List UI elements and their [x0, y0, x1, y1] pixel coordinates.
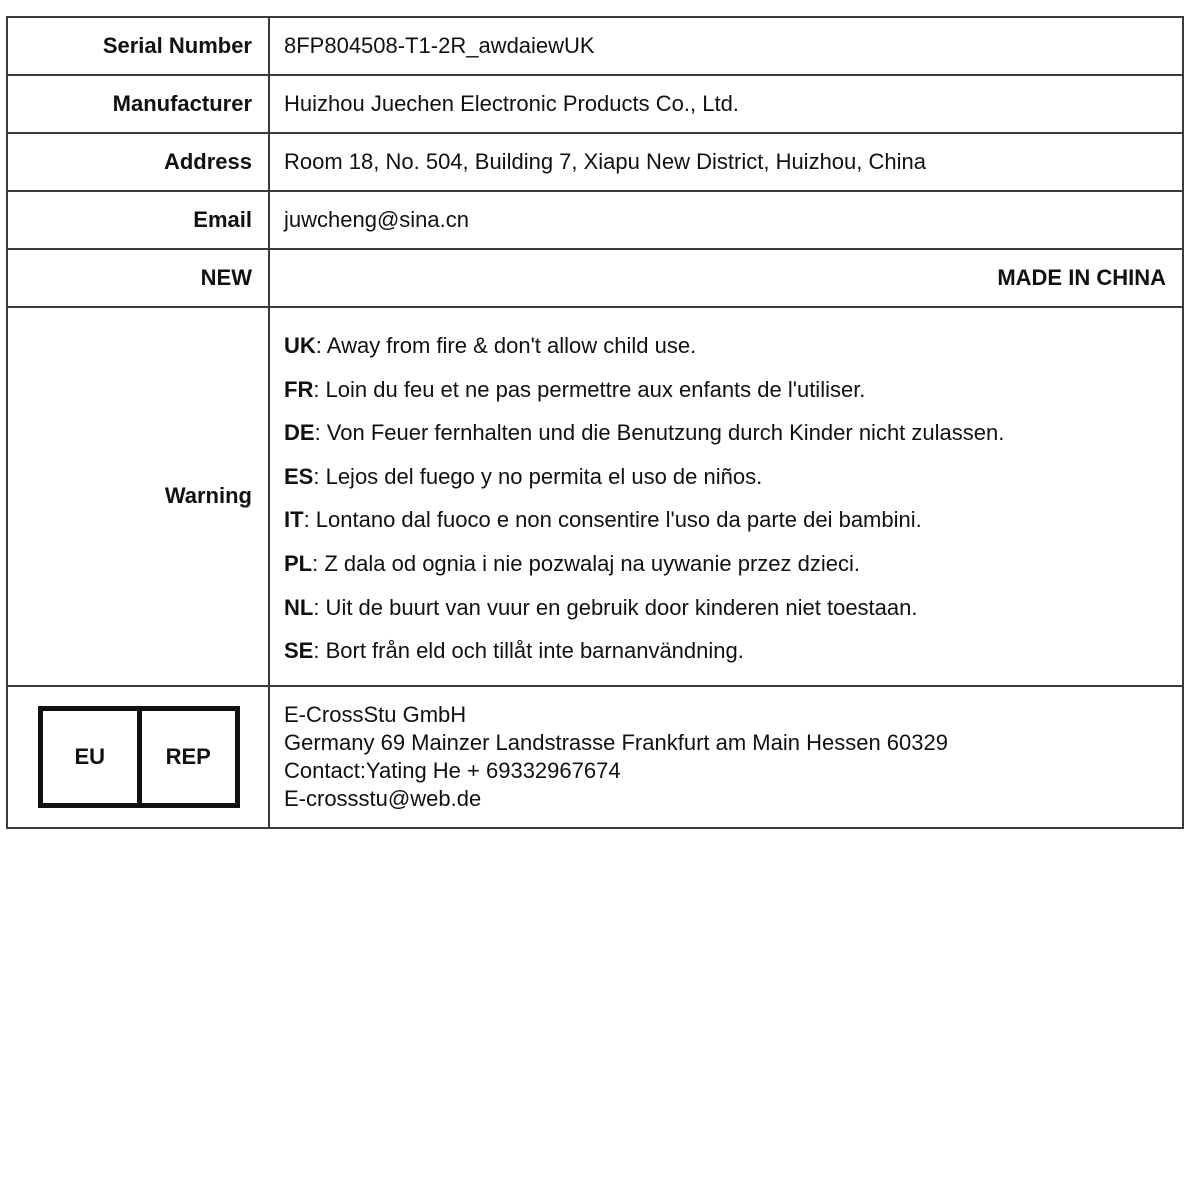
email-value: juwcheng@sina.cn — [269, 191, 1183, 249]
eu-rep-badge-cell — [7, 686, 269, 828]
eu-rep-contact: Contact:Yating He + 69332967674 — [284, 757, 621, 783]
warning-code: DE — [284, 420, 315, 446]
serial-number-row — [7, 17, 1183, 75]
warning-line-fr — [284, 368, 1182, 412]
eu-rep-row — [7, 686, 1183, 828]
warning-text: : Von Feuer fernhalten und die Benutzung durch Kinder nicht zulassen. — [314, 420, 1005, 446]
warning-text: : Away from fire & don't allow child use. — [315, 333, 697, 358]
warning-text: : Uit de buurt van vuur en gebruik door kinderen niet toestaan. — [313, 594, 918, 620]
address-value: Room 18, No. 504, Building 7, Xiapu New District, Huizhou, China — [269, 133, 1183, 191]
origin-value: MADE IN CHINA — [269, 249, 1183, 307]
email-row — [7, 191, 1183, 249]
warning-code: FR — [284, 376, 314, 402]
product-info-table — [6, 16, 1184, 829]
address-label: Address — [7, 133, 269, 191]
condition-label: NEW — [7, 249, 269, 307]
eu-rep-email: E-crossstu@web.de — [284, 785, 482, 811]
condition-row — [7, 249, 1183, 307]
warning-text: : Loin du feu et ne pas permettre aux enfants de l'utiliser. — [313, 376, 866, 402]
warning-text: : Z dala od ognia i nie pozwalaj na uywanie przez dzieci. — [312, 550, 860, 576]
manufacturer-row — [7, 75, 1183, 133]
warning-line-es — [284, 455, 1182, 499]
serial-number-label: Serial Number — [7, 17, 269, 75]
manufacturer-value: Huizhou Juechen Electronic Products Co., Ltd. — [269, 75, 1183, 133]
warning-text: : Lontano dal fuoco e non consentire l'uso da parte dei bambini. — [303, 507, 922, 533]
warning-label: Warning — [7, 307, 269, 686]
warning-list — [269, 307, 1183, 686]
serial-number-value: 8FP804508-T1-2R_awdaiewUK — [269, 17, 1183, 75]
warning-line-it — [284, 498, 1182, 542]
eu-rep-badge — [38, 706, 240, 808]
eu-rep-company: E-CrossStu GmbH — [284, 701, 467, 727]
warning-line-se — [284, 629, 1182, 673]
warning-code: PL — [284, 550, 313, 576]
warning-code: SE — [284, 638, 314, 664]
warning-line-uk — [284, 324, 1182, 368]
warning-text: : Lejos del fuego y no permita el uso de niños. — [313, 463, 763, 489]
warning-code: ES — [284, 463, 314, 489]
warning-code: UK — [284, 333, 316, 358]
eu-rep-info — [269, 686, 1183, 828]
eu-rep-badge-eu: EU — [43, 711, 142, 803]
email-label: Email — [7, 191, 269, 249]
eu-rep-address: Germany 69 Mainzer Landstrasse Frankfurt am Main Hessen 60329 — [284, 729, 948, 755]
warning-line-pl — [284, 542, 1182, 586]
warning-line-nl — [284, 586, 1182, 630]
eu-rep-badge-rep: REP — [165, 743, 211, 769]
warning-row — [7, 307, 1183, 686]
warning-line-de — [284, 411, 1182, 455]
address-row — [7, 133, 1183, 191]
warning-code: NL — [284, 594, 314, 620]
warning-text: : Bort från eld och tillåt inte barnanvändning. — [313, 638, 744, 664]
warning-code: IT — [284, 507, 304, 533]
manufacturer-label: Manufacturer — [7, 75, 269, 133]
